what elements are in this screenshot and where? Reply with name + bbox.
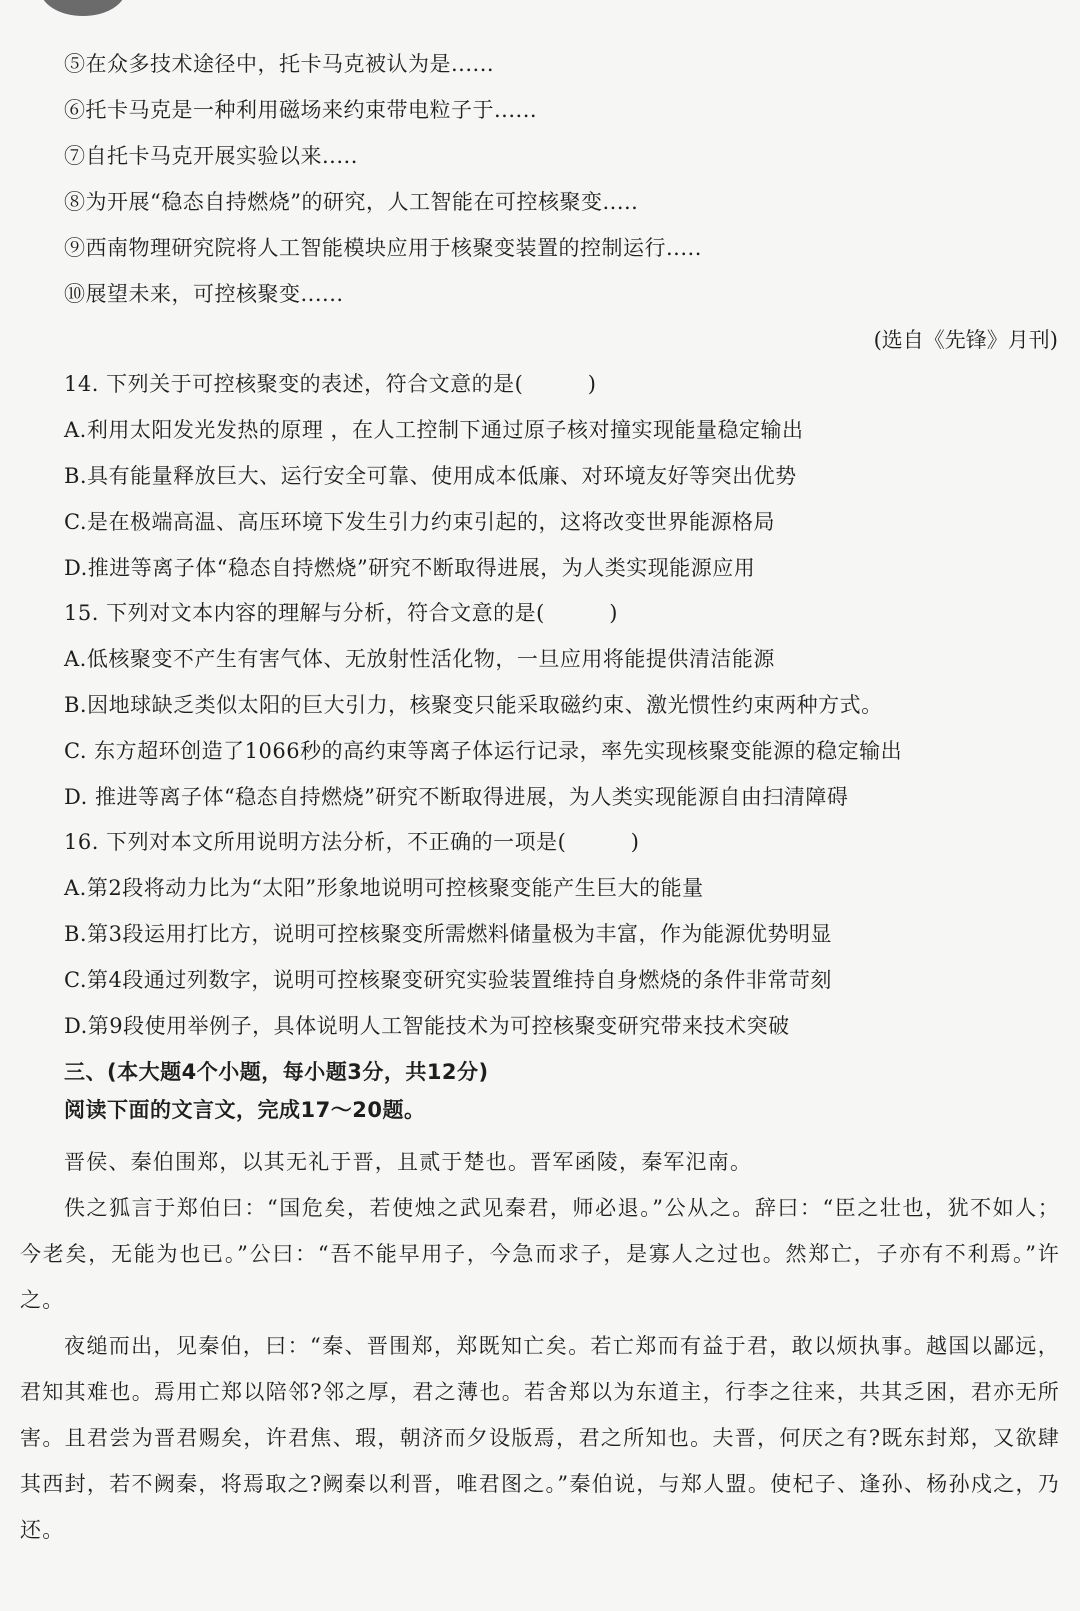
question-15-option-c: C. 东方超环创造了1066秒的高约束等离子体运行记录，率先实现核聚变能源的稳定输出 (64, 739, 903, 763)
question-16-option-a: A.第2段将动力比为“太阳”形象地说明可控核聚变能产生巨大的能量 (64, 876, 704, 900)
question-16-option-d: D.第9段使用举例子，具体说明人工智能技术为可控核聚变研究带来技术突破 (64, 1014, 790, 1038)
classical-paragraph-1: 晋侯、秦伯围郑，以其无礼于晋，且贰于楚也。晋军函陵，秦军氾南。 (64, 1150, 753, 1174)
question-15-option-a: A.低核聚变不产生有害气体、无放射性活化物，一旦应用将能提供清洁能源 (64, 647, 775, 671)
question-15-stem: 15. 下列对文本内容的理解与分析，符合文意的是( ) (64, 601, 618, 625)
question-14-option-d: D.推进等离子体“稳态自持燃烧”研究不断取得进展，为人类实现能源应用 (64, 556, 756, 580)
question-15-option-b: B.因地球缺乏类似太阳的巨大引力，核聚变只能采取磁约束、激光惯性约束两种方式。 (64, 693, 883, 717)
question-14-stem: 14. 下列关于可控核聚变的表述，符合文意的是( ) (64, 372, 597, 396)
point-9: ⑨西南物理研究院将人工智能模块应用于核聚变装置的控制运行..... (64, 236, 702, 260)
question-16-option-c: C.第4段通过列数字，说明可控核聚变研究实验装置维持自身燃烧的条件非常苛刻 (64, 968, 832, 992)
question-15-option-d: D. 推进等离子体“稳态自持燃烧”研究不断取得进展，为人类实现能源自由扫清障碍 (64, 785, 849, 809)
section-3-heading: 三、(本大题4个小题，每小题3分，共12分) (64, 1060, 489, 1084)
section-3-instruction: 阅读下面的文言文，完成17～20题。 (64, 1098, 426, 1122)
point-10: ⑩展望未来，可控核聚变...... (64, 282, 344, 306)
point-5: ⑤在众多技术途径中，托卡马克被认为是...... (64, 52, 495, 76)
question-14-option-c: C.是在极端高温、高压环境下发生引力约束引起的，这将改变世界能源格局 (64, 510, 775, 534)
point-7: ⑦自托卡马克开展实验以来..... (64, 144, 358, 168)
classical-paragraph-3: 夜缒而出，见秦伯，曰：“秦、晋围郑，郑既知亡矣。若亡郑而有益于君，敢以烦执事。越国以鄙远，君知其难也。焉用亡郑以陪邻?邻之厚，君之薄也。若舍郑以为东道主，行李之往来，共其乏困，君亦无所害。且君尝为晋君赐矣，许君焦、瑕，朝济而夕设版焉，君之所知也。夫晋，何厌之有?既东封郑，又欲肆其西封，若不阙秦，将焉取之?阙秦以利晋，唯君图之。”秦伯说，与郑人盟。使杞子、逢孙、杨孙戍之，乃还。 (20, 1334, 1060, 1542)
question-16-stem: 16. 下列对本文所用说明方法分析，不正确的一项是( ) (64, 830, 640, 854)
question-14-option-b: B.具有能量释放巨大、运行安全可靠、使用成本低廉、对环境友好等突出优势 (64, 464, 797, 488)
question-16-option-b: B.第3段运用打比方，说明可控核聚变所需燃料储量极为丰富，作为能源优势明显 (64, 922, 832, 946)
source-citation: (选自《先锋》月刊) (873, 328, 1058, 352)
point-6: ⑥托卡马克是一种利用磁场来约束带电粒子于...... (64, 98, 538, 122)
question-14-option-a: A.利用太阳发光发热的原理 ，在人工控制下通过原子核对撞实现能量稳定输出 (64, 418, 804, 442)
point-8: ⑧为开展“稳态自持燃烧”的研究，人工智能在可控核聚变..... (64, 190, 639, 214)
classical-paragraph-2: 佚之狐言于郑伯曰：“国危矣，若使烛之武见秦君，师必退。”公从之。辞曰：“臣之壮也，犹不如人；今老矣，无能为也已。”公曰：“吾不能早用子，今急而求子，是寡人之过也。然郑亡，子亦有不利焉。”许之。 (20, 1196, 1060, 1312)
